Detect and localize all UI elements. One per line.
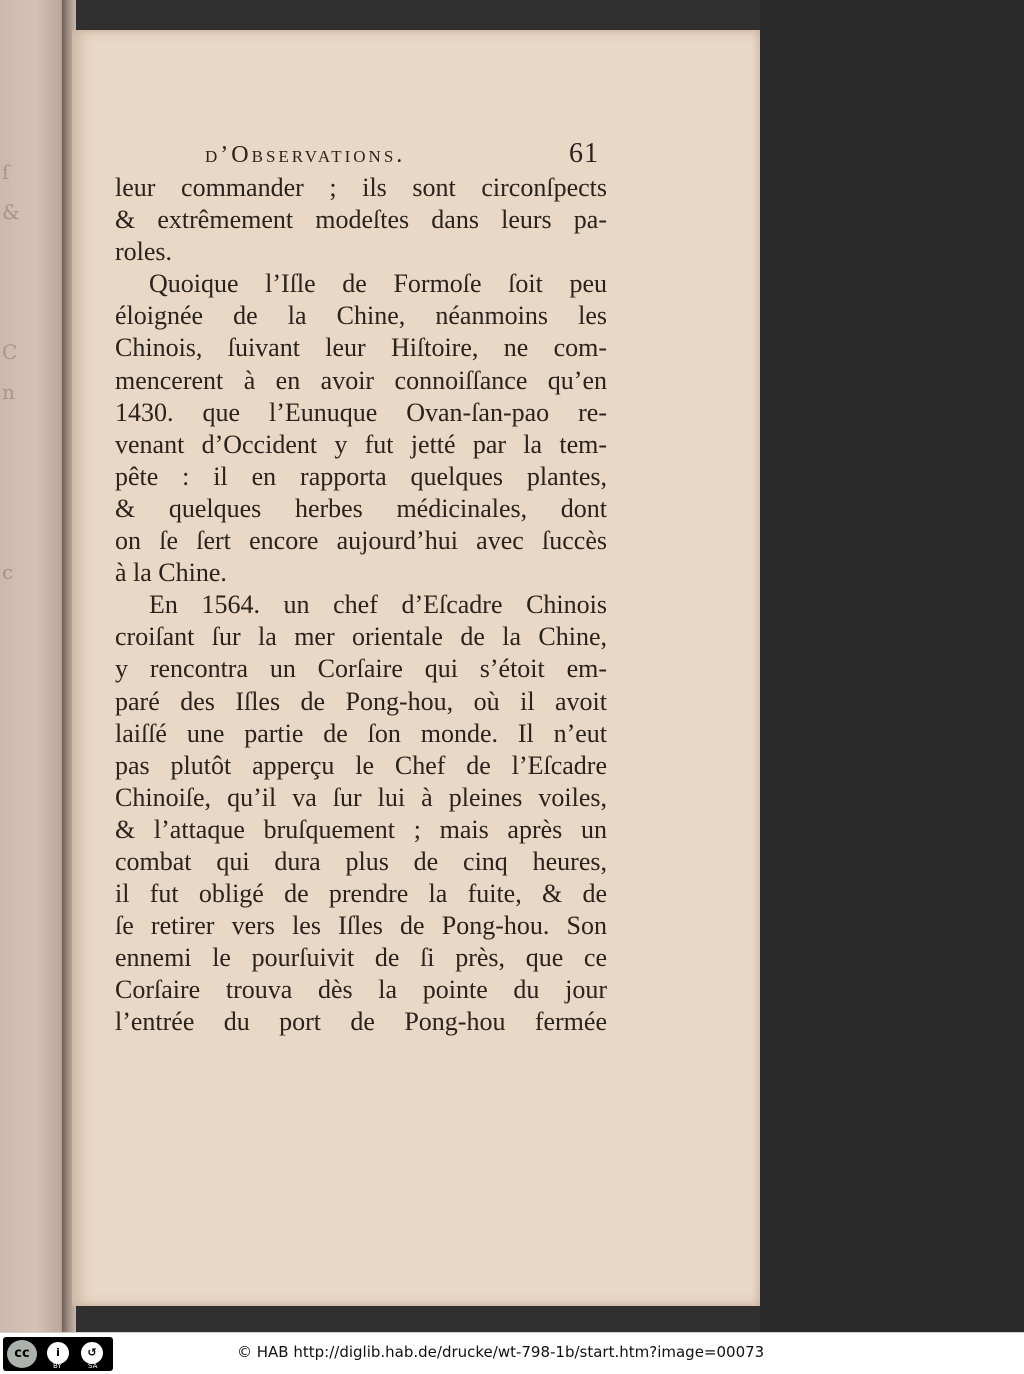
text-line: il fut obligé de prendre la fuite, & de bbox=[115, 879, 607, 909]
text-line: & l’attaque bruſquement ; mais après un bbox=[115, 814, 607, 844]
bleed-mark: & bbox=[2, 200, 20, 224]
cc-icon: cc bbox=[7, 1340, 37, 1368]
text-line: combat qui dura plus de cinq heures, bbox=[115, 846, 607, 876]
text-line: l’entrée du port de Pong-hou fermée bbox=[115, 1007, 607, 1037]
text-line: En 1564. un chef d’Eſcadre Chinois bbox=[149, 590, 607, 620]
running-head-title: d’Observations. bbox=[205, 142, 406, 168]
page-number: 61 bbox=[569, 138, 599, 169]
by-label: BY bbox=[53, 1362, 62, 1370]
bleed-mark: n bbox=[2, 380, 15, 404]
bleed-mark: c bbox=[2, 560, 14, 584]
text-line: venant d’Occident y fut jetté par la tem- bbox=[115, 429, 607, 459]
facing-page-edge bbox=[0, 0, 70, 1332]
text-line: ennemi le pourſuivit de ſi près, que ce bbox=[115, 943, 607, 973]
backdrop bbox=[760, 0, 1024, 1332]
text-line: & quelques herbes médicinales, dont bbox=[115, 493, 607, 523]
text-line: Quoique l’Iſle de Formoſe ſoit peu bbox=[149, 269, 607, 299]
text-line: leur commander ; ils sont circonſpects bbox=[115, 173, 607, 202]
text-line: ſe retirer vers les Iſles de Pong-hou. Son bbox=[115, 911, 607, 941]
text-line: & extrêmement modeſtes dans leurs pa- bbox=[115, 205, 607, 235]
facing-page-bleed bbox=[0, 0, 64, 1332]
text-line: pas plutôt apperçu le Chef de l’Eſcadre bbox=[115, 750, 607, 780]
text-line: Corſaire trouva dès la pointe du jour bbox=[115, 975, 607, 1005]
text-line: 1430. que l’Eunuque Ovan-ſan-pao re- bbox=[115, 397, 607, 427]
text-line: éloignée de la Chine, néanmoins les bbox=[115, 301, 607, 331]
text-line: y rencontra un Corſaire qui s’étoit em- bbox=[115, 654, 607, 684]
text-line: paré des Iſles de Pong-hou, où il avoit bbox=[115, 686, 607, 716]
text-line: pête : il en rapporta quelques plantes, bbox=[115, 461, 607, 491]
footer-bar bbox=[0, 1332, 1024, 1374]
text-line: croiſant ſur la mer orientale de la Chine, bbox=[115, 622, 607, 652]
cc-license-badge[interactable] bbox=[3, 1337, 113, 1371]
text-line: roles. bbox=[115, 237, 173, 267]
bleed-mark: C bbox=[2, 340, 18, 364]
text-line: on ſe ſert encore aujourd’hui avec ſuccès bbox=[115, 526, 607, 556]
text-line: Chinoiſe, qu’il va ſur lui à pleines voiles, bbox=[115, 782, 607, 812]
text-line: à la Chine. bbox=[115, 558, 227, 588]
sa-label: SA bbox=[88, 1362, 98, 1370]
text-line: Chinois, ſuivant leur Hiſtoire, ne com- bbox=[115, 333, 607, 363]
text-line: mencerent à en avoir connoiſſance qu’en bbox=[115, 365, 607, 395]
attribution-icon: i bbox=[45, 1340, 71, 1366]
share-alike-icon: ↺ bbox=[79, 1340, 105, 1366]
text-line: laiſſé une partie de ſon monde. Il n’eut bbox=[115, 718, 607, 748]
page-body bbox=[115, 172, 607, 1039]
copyright-link[interactable]: © HAB http://diglib.hab.de/drucke/wt-798-1b/start.htm?image=00073 bbox=[237, 1343, 765, 1361]
bleed-mark: ſ bbox=[2, 160, 10, 184]
